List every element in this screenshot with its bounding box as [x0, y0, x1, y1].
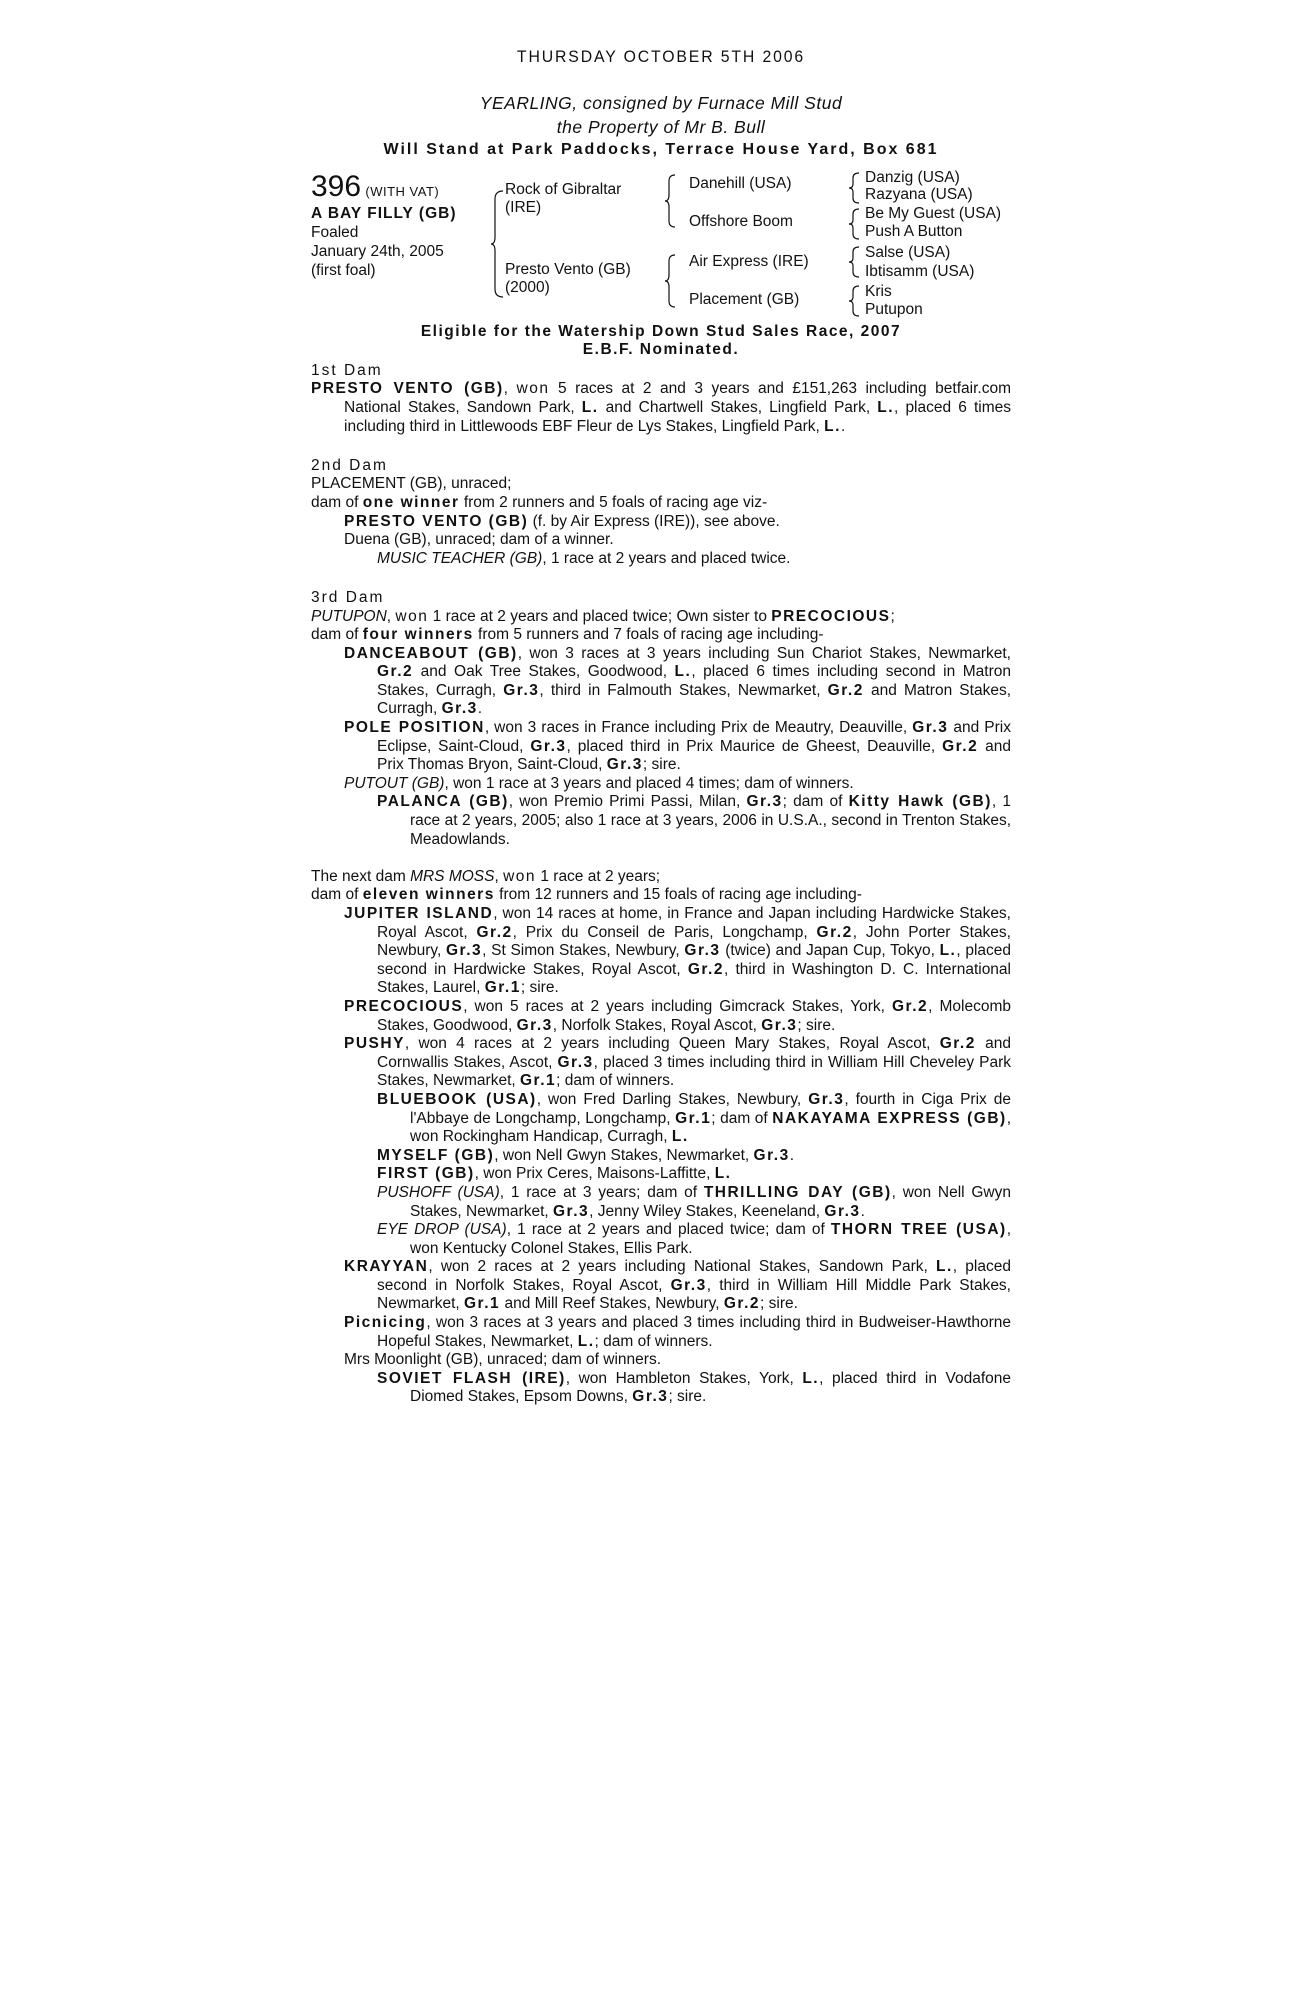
grade-badge: Gr.3	[516, 1016, 553, 1034]
record-text: , third in Falmouth Stakes, Newmarket,	[539, 681, 828, 699]
grade-badge: Gr.2	[891, 997, 929, 1015]
putupon-record	[311, 608, 1011, 627]
produce-presto-vento	[311, 513, 1011, 532]
foaled-label: Foaled	[311, 223, 359, 241]
horse-name: EYE DROP (USA)	[377, 1221, 507, 1239]
sale-date: THURSDAY OCTOBER 5TH 2006	[516, 47, 806, 66]
produce-bluebook	[311, 1091, 1011, 1147]
next-dam-record	[311, 868, 1011, 887]
record-text: dam of	[311, 493, 363, 511]
comma: ,	[494, 867, 499, 885]
record-text: , won Kentucky Colonel Stakes, Ellis Park.	[410, 1221, 1011, 1257]
listed-badge: L.	[671, 1128, 689, 1146]
record-text: , 1 race at 2 years and placed twice; dam of	[506, 1221, 831, 1239]
grade-badge: Gr.3	[761, 1016, 798, 1034]
record-text: dam of	[311, 626, 363, 644]
produce-first	[311, 1165, 1011, 1184]
record-text: 5 races at 2 and 3 years and £151,263 including betfair.com National Stakes, Sandown Park,	[344, 380, 1011, 416]
third-dam-heading: 3rd Dam	[311, 588, 385, 606]
horse-name: PRESTO VENTO (GB)	[344, 512, 529, 530]
grade-badge: Gr.3	[670, 1276, 707, 1294]
produce-picnicing	[311, 1314, 1011, 1351]
first-dam-heading: 1st Dam	[311, 361, 383, 379]
grade-badge: Gr.2	[939, 1035, 976, 1053]
horse-name: PUSHY	[344, 1035, 405, 1053]
horse-name: PUSHOFF (USA)	[377, 1183, 500, 1201]
record-text: from 12 runners and 15 foals of racing age including-	[494, 886, 862, 904]
produce-soviet-flash	[311, 1370, 1011, 1407]
listed-badge: L.	[877, 398, 895, 416]
pedigree-table	[311, 169, 1011, 319]
sire-brace-icon	[665, 173, 677, 229]
produce-music-teacher	[311, 550, 1011, 569]
g1-brace-icon	[849, 171, 861, 205]
horse-name: SOVIET FLASH (IRE)	[377, 1369, 566, 1387]
dam	[505, 261, 631, 297]
record-text: and Prix Eclipse, Saint-Cloud,	[377, 719, 1012, 755]
horse-name: NAKAYAMA EXPRESS (GB)	[772, 1109, 1007, 1127]
horse-name: BLUEBOOK (USA)	[377, 1090, 537, 1108]
semicolon: ;	[890, 607, 895, 625]
record-text: and Cornwallis Stakes, Ascot,	[377, 1035, 1011, 1071]
lot-number: 396	[311, 169, 362, 203]
produce-mrs-moonlight: Mrs Moonlight (GB), unraced; dam of winners.	[344, 1351, 662, 1369]
produce-duena: Duena (GB), unraced; dam of a winner.	[344, 531, 614, 549]
dam-name: Presto Vento (GB)	[505, 260, 631, 278]
period: .	[860, 1202, 865, 1220]
record-text: , won Nell Gwyn Stakes, Newmarket,	[494, 1146, 754, 1164]
record-text: , 1 race at 2 years and placed twice.	[542, 549, 791, 567]
grade-badge: Gr.1	[520, 1072, 557, 1090]
listed-badge: L.	[714, 1165, 732, 1183]
grade-badge: Gr.1	[484, 979, 521, 997]
won-word: won	[516, 380, 550, 398]
produce-danceabout	[311, 645, 1011, 719]
horse-name: JUPITER ISLAND	[344, 905, 494, 922]
record-text: , placed third in Prix Maurice de Gheest, Deauville,	[566, 737, 943, 755]
horse-name: MUSIC TEACHER (GB)	[377, 549, 543, 567]
record-text: The next dam	[311, 867, 411, 885]
record-text: ; sire.	[520, 979, 559, 997]
third-dam-produce-summary	[311, 626, 1011, 645]
horse-name: DANCEABOUT (GB)	[344, 644, 518, 662]
record-text: , won 3 races at 3 years including Sun Chariot Stakes, Newmarket,	[517, 644, 1011, 662]
stabling-location: Will Stand at Park Paddocks, Terrace House Yard, Box 681	[383, 140, 939, 158]
horse-name: FIRST (GB)	[377, 1165, 475, 1183]
record-text: , 1 race at 2 years, 2005; also 1 race at 3 years, 2006 in U.S.A., second in Trenton Stakes, Meadowlands.	[410, 793, 1012, 848]
produce-putout	[311, 775, 1011, 794]
record-text: ; dam of winners.	[594, 1332, 713, 1350]
won-word: won	[503, 867, 537, 885]
record-text: , won Premio Primi Passi, Milan,	[508, 793, 747, 811]
produce-pushoff	[311, 1184, 1011, 1221]
record-text: , John Porter Stakes, Newbury,	[377, 923, 1011, 960]
record-text: 1 race at 2 years and placed twice; Own sister to	[428, 607, 772, 625]
lot-number-block	[311, 171, 439, 203]
grade-badge: Gr.3	[441, 700, 478, 718]
record-text: , placed 6 times including third in Littlewoods EBF Fleur de Lys Stakes, Lingfield Park,	[344, 398, 1011, 435]
listed-badge: L.	[936, 1258, 953, 1276]
g4-brace-icon	[849, 284, 861, 318]
g3-dam: Ibtisamm (USA)	[865, 262, 975, 280]
record-text: , won 5 races at 2 years including Gimcrack Stakes, York,	[463, 997, 892, 1015]
spacer	[311, 849, 1011, 868]
grade-badge: Gr.1	[464, 1295, 501, 1313]
record-text: and Oak Tree Stakes, Goodwood,	[413, 663, 675, 681]
record-text: (twice) and Japan Cup, Tokyo,	[720, 942, 940, 960]
grade-badge: Gr.3	[530, 737, 567, 755]
sire	[505, 181, 621, 217]
grade-badge: Gr.2	[377, 663, 414, 681]
listed-badge: L.	[581, 398, 599, 416]
listed-badge: L.	[802, 1369, 820, 1387]
record-text: .	[840, 417, 846, 435]
produce-pushy	[311, 1035, 1011, 1091]
record-text: ; sire.	[760, 1295, 798, 1313]
grade-badge: Gr.3	[445, 942, 483, 960]
sire-country: (IRE)	[505, 198, 542, 216]
grade-badge: Gr.3	[553, 1202, 590, 1220]
consignor-line: YEARLING, consigned by Furnace Mill Stud	[479, 92, 843, 113]
grade-badge: Gr.2	[687, 960, 724, 978]
grade-badge: Gr.3	[557, 1053, 594, 1071]
horse-name: PALANCA (GB)	[377, 793, 509, 811]
listed-badge: L.	[824, 417, 841, 435]
first-dam-record	[311, 380, 1011, 436]
eligibility-line-1: Eligible for the Watership Down Stud Sales Race, 2007	[420, 322, 902, 340]
grade-badge: Gr.2	[827, 681, 864, 699]
horse-name: POLE POSITION	[344, 719, 485, 737]
record-text: , won 3 races at 3 years and placed 3 times including third in Budweiser-Hawthorne Hopeful Stakes, Newmarket,	[377, 1314, 1011, 1350]
listed-badge: L.	[577, 1332, 595, 1350]
horse-name: PUTOUT (GB)	[344, 774, 445, 792]
grade-badge: Gr.3	[912, 719, 949, 737]
spacer	[311, 568, 1011, 587]
record-text: , won Hambleton Stakes, York,	[565, 1369, 803, 1387]
record-text: ; dam of winners.	[556, 1072, 675, 1090]
g3-sire: Salse (USA)	[865, 243, 951, 261]
period: .	[477, 700, 483, 718]
second-dam-produce-summary	[311, 494, 1011, 513]
record-text: , placed second in Hardwicke Stakes, Royal Ascot,	[377, 942, 1011, 978]
record-text: , won 1 race at 3 years and placed 4 times; dam of winners.	[444, 774, 854, 792]
g1-dam: Razyana (USA)	[865, 185, 973, 203]
record-text: and Mill Reef Stakes, Newbury,	[500, 1295, 724, 1313]
g2-dam: Push A Button	[865, 222, 963, 240]
horse-name: THRILLING DAY (GB)	[703, 1183, 892, 1201]
foal-note: (first foal)	[311, 261, 376, 279]
won-word: won	[395, 607, 429, 625]
horse-name: PRECOCIOUS	[344, 997, 464, 1015]
produce-pole-position	[311, 719, 1011, 775]
record-text: , won 3 races in France including Prix de Meautry, Deauville,	[484, 719, 913, 737]
record-text: from 2 runners and 5 foals of racing age viz-	[459, 493, 768, 511]
g3-brace-icon	[849, 245, 861, 279]
grade-badge: Gr.2	[723, 1295, 761, 1313]
horse-name: MYSELF (GB)	[377, 1146, 495, 1164]
grandsire-line-3	[865, 243, 974, 281]
period: .	[789, 1146, 795, 1164]
record-text: (f. by Air Express (IRE)), see above.	[528, 512, 780, 530]
horse-description: A BAY FILLY (GB)	[311, 204, 457, 222]
produce-precocious	[311, 998, 1011, 1035]
grade-badge: Gr.2	[476, 923, 513, 941]
winners-count: four winners	[362, 626, 474, 644]
grade-badge: Gr.3	[503, 681, 540, 699]
record-text: , fourth in Ciga Prix de l'Abbaye de Longchamp, Longchamp,	[410, 1090, 1011, 1127]
record-text: , won Prix Ceres, Maisons-Laffitte,	[474, 1165, 715, 1183]
record-text: , placed second in Norfolk Stakes, Royal Ascot,	[377, 1258, 1011, 1294]
dam-dam: Placement (GB)	[689, 290, 800, 308]
grade-badge: Gr.3	[632, 1388, 669, 1406]
dam-brace-icon	[665, 253, 677, 309]
g2-sire: Be My Guest (USA)	[865, 204, 1002, 222]
record-text: and Chartwell Stakes, Lingfield Park,	[598, 398, 878, 416]
produce-jupiter-island	[311, 905, 1011, 998]
grade-badge: Gr.1	[675, 1109, 712, 1127]
g1-sire: Danzig (USA)	[865, 168, 960, 186]
dam-sire: Air Express (IRE)	[689, 252, 809, 270]
record-text: , placed 3 times including third in William Hill Cheveley Park Stakes, Newmarket,	[377, 1053, 1011, 1090]
listed-badge: L.	[939, 942, 957, 960]
record-text: , Norfolk Stakes, Royal Ascot,	[552, 1016, 762, 1034]
horse-name: THORN TREE (USA)	[830, 1221, 1007, 1239]
grade-badge: Gr.3	[746, 793, 783, 811]
record-text: , Prix du Conseil de Paris, Longchamp,	[512, 923, 817, 941]
horse-name: KRAYYAN	[344, 1258, 429, 1276]
produce-eye-drop	[311, 1221, 1011, 1258]
horse-name: Picnicing	[344, 1314, 427, 1332]
second-dam-heading: 2nd Dam	[311, 456, 388, 474]
record-text: , won Nell Gwyn Stakes, Newmarket,	[410, 1183, 1011, 1220]
grade-badge: Gr.3	[808, 1090, 845, 1108]
catalogue-page	[311, 48, 1011, 1407]
record-text: , third in William Hill Middle Park Stakes, Newmarket,	[377, 1276, 1011, 1313]
grandsire-line-2	[865, 205, 1001, 241]
comma: ,	[386, 607, 392, 625]
grade-badge: Gr.3	[824, 1202, 861, 1220]
record-text: , won 2 races at 2 years including National Stakes, Sandown Park,	[428, 1258, 937, 1276]
eligibility-line-2: E.B.F. Nominated.	[582, 341, 740, 359]
winners-count: eleven winners	[362, 886, 495, 904]
grade-badge: Gr.2	[816, 923, 853, 941]
grade-badge: Gr.3	[753, 1146, 790, 1164]
record-text: and Prix Thomas Bryon, Saint-Cloud,	[377, 737, 1011, 774]
produce-krayyan	[311, 1258, 1011, 1314]
record-text: and Matron Stakes, Curragh,	[377, 681, 1012, 718]
main-brace-icon	[491, 189, 505, 299]
record-text: , won Rockingham Handicap, Curragh,	[410, 1109, 1012, 1146]
placement-line: PLACEMENT (GB), unraced;	[311, 475, 512, 493]
next-dam-produce-summary	[311, 886, 1011, 905]
record-text: dam of	[311, 886, 363, 904]
record-text: , won Fred Darling Stakes, Newbury,	[536, 1090, 809, 1108]
dam-name-presto-vento: PRESTO VENTO (GB)	[311, 380, 504, 398]
record-text: ; sire.	[668, 1388, 707, 1406]
grade-badge: Gr.2	[942, 737, 979, 755]
produce-palanca	[311, 793, 1011, 849]
g4-dam: Putupon	[865, 300, 923, 318]
sire-name: Rock of Gibraltar	[505, 180, 622, 198]
record-text: ; dam of	[782, 793, 849, 811]
foaled-date: January 24th, 2005	[311, 242, 444, 260]
record-text: from 5 runners and 7 foals of racing age including-	[473, 626, 824, 644]
grade-badge: Gr.3	[684, 942, 721, 960]
horse-name: MRS MOSS	[410, 867, 495, 885]
record-text: , St Simon Stakes, Newbury,	[482, 942, 685, 960]
record-text: , placed third in Vodafone Diomed Stakes, Epsom Downs,	[410, 1369, 1011, 1406]
produce-myself	[311, 1147, 1011, 1166]
grandsire-line-1	[865, 169, 973, 203]
record-text: ; dam of	[711, 1109, 773, 1127]
sire-sire: Danehill (USA)	[689, 174, 792, 192]
record-text: , 1 race at 3 years; dam of	[499, 1183, 704, 1201]
record-text: ; sire.	[642, 756, 681, 774]
owner-line: the Property of Mr B. Bull	[556, 116, 766, 137]
record-text: ; sire.	[797, 1016, 836, 1034]
listed-badge: L.	[674, 663, 692, 681]
grade-badge: Gr.3	[606, 756, 643, 774]
record-text: , won 4 races at 2 years including Queen Mary Stakes, Royal Ascot,	[404, 1035, 940, 1053]
horse-name: PRECOCIOUS	[771, 607, 891, 625]
horse-name: PUTUPON	[311, 607, 387, 625]
sire-dam: Offshore Boom	[689, 212, 793, 230]
record-text: , Molecomb Stakes, Goodwood,	[377, 997, 1011, 1034]
record-text: , Jenny Wiley Stakes, Keeneland,	[589, 1202, 825, 1220]
grandsire-line-4	[865, 283, 923, 319]
record-text: , won 14 races at home, in France and Japan including Hardwicke Stakes, Royal Ascot,	[377, 905, 1011, 941]
record-text: 1 race at 2 years;	[536, 867, 661, 885]
g4-sire: Kris	[865, 282, 892, 300]
spacer	[311, 436, 1011, 455]
horse-name: Kitty Hawk (GB)	[848, 793, 992, 811]
record-text: , third in Washington D. C. International Stakes, Laurel,	[377, 960, 1011, 997]
record-text: , placed 6 times including second in Matron Stakes, Curragh,	[377, 663, 1011, 699]
dam-year: (2000)	[505, 278, 550, 296]
g2-brace-icon	[849, 207, 861, 241]
winners-count: one winner	[362, 493, 460, 511]
comma: ,	[503, 380, 508, 398]
vat-note: (WITH VAT)	[365, 183, 440, 199]
